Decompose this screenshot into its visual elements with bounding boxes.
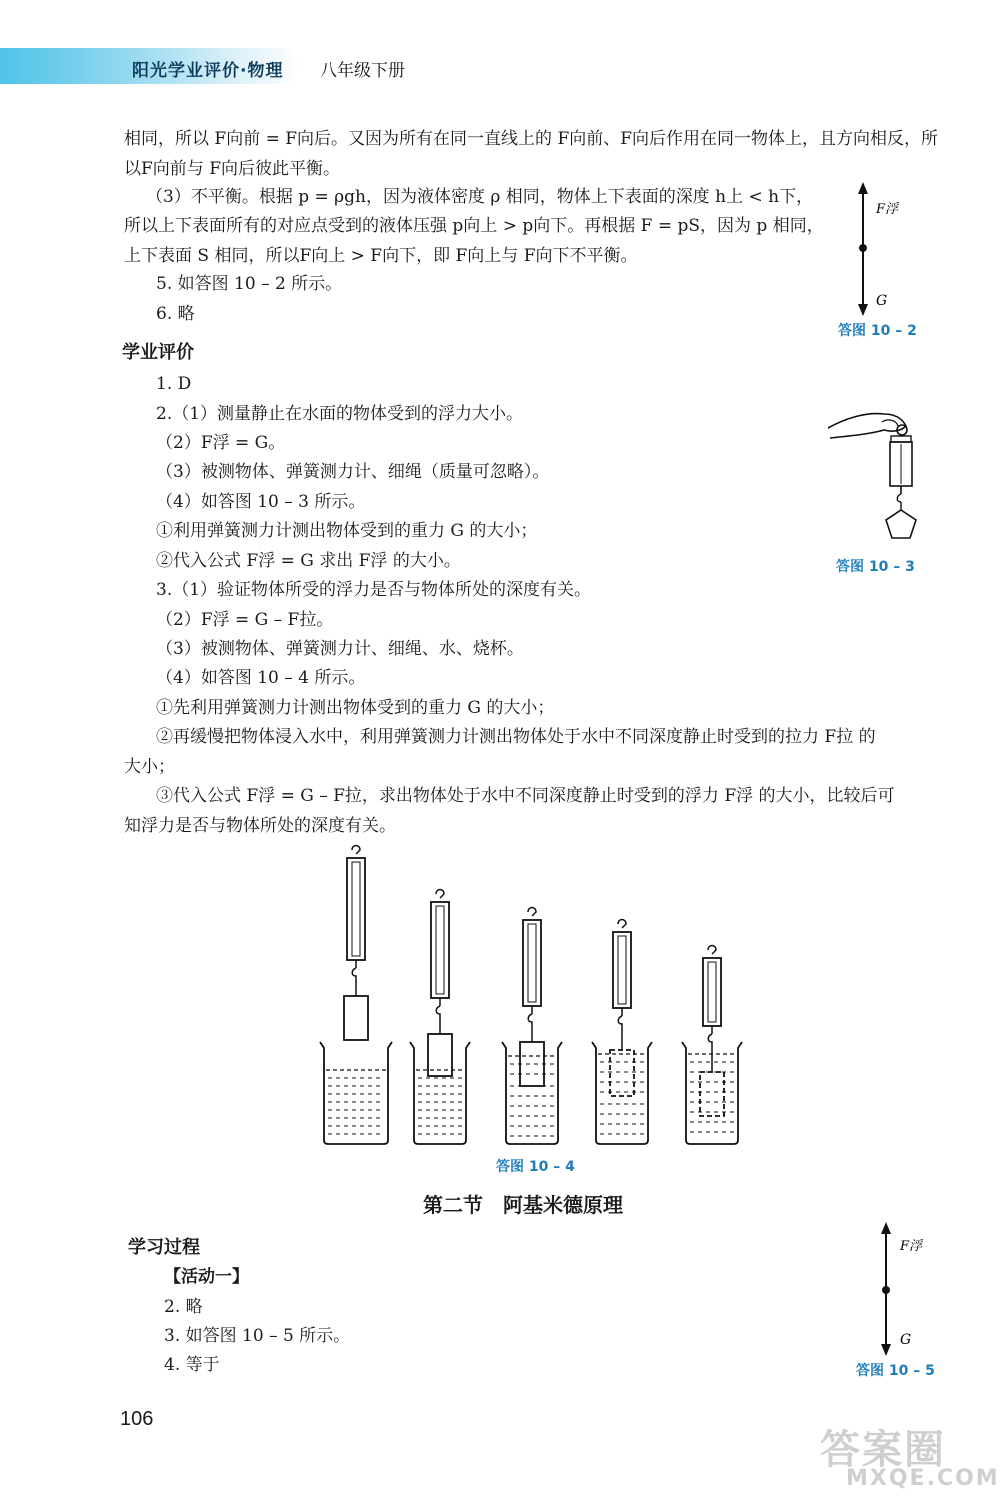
page-number: 106 [120, 1408, 154, 1430]
text-line: 知浮力是否与物体所处的深度有关。 [124, 816, 396, 836]
text-line: 以F向前与 F向后彼此平衡。 [124, 159, 340, 179]
label-f-buoyancy: F浮 [900, 1239, 923, 1254]
book-subtitle: 八年级下册 [320, 61, 405, 81]
activity-label: 【活动一】 [164, 1267, 249, 1287]
spring-scale-hand-10-3 [826, 398, 936, 548]
text-line: ①利用弹簧测力计测出物体受到的重力 G 的大小； [156, 521, 538, 541]
force-diagram-10-5 [852, 1220, 962, 1360]
label-gravity: G [900, 1332, 912, 1348]
section-heading: 学习过程 [128, 1237, 200, 1258]
label-f-buoyancy: F浮 [876, 202, 899, 217]
text-line: 相同，所以 F向前 = F向后。又因为所有在同一直线上的 F向前、F向后作用在同一物体上，且方向相反，所 [124, 129, 939, 149]
text-line: 3.（1）验证物体所受的浮力是否与物体所处的深度有关。 [156, 580, 592, 600]
figure-caption: 答图 10 – 4 [496, 1159, 575, 1175]
text-line: 3. 如答图 10 – 5 所示。 [164, 1326, 351, 1346]
text-line: （2）F浮 = G – F拉。 [156, 610, 334, 630]
text-line: 5. 如答图 10 – 2 所示。 [156, 274, 343, 294]
beakers-experiment-10-4 [318, 842, 748, 1152]
text-line: （4）如答图 10 – 4 所示。 [156, 668, 366, 688]
text-line: ②代入公式 F浮 = G 求出 F浮 的大小。 [156, 551, 461, 571]
text-line: （2）F浮 = G。 [156, 433, 286, 453]
text-line: 上下表面 S 相同，所以F向上 > F向下，即 F向上与 F向下不平衡。 [124, 246, 638, 266]
section-heading: 学业评价 [122, 342, 194, 363]
figure-caption: 答图 10 – 5 [856, 1363, 935, 1379]
text-line: （4）如答图 10 – 3 所示。 [156, 492, 366, 512]
text-line: ②再缓慢把物体浸入水中，利用弹簧测力计测出物体处于水中不同深度静止时受到的拉力 F拉 的 [156, 727, 876, 747]
watermark-logo: 答案圈 [820, 1427, 946, 1473]
text-line: （3）不平衡。根据 p = ρgh，因为液体密度 ρ 相同，物体上下表面的深度 h上 < h下， [146, 187, 814, 207]
text-line: ①先利用弹簧测力计测出物体受到的重力 G 的大小； [156, 698, 555, 718]
section-title: 第二节 阿基米德原理 [423, 1193, 623, 1217]
text-line: 4. 等于 [164, 1355, 220, 1375]
force-diagram-10-2 [830, 180, 940, 320]
text-line: 所以上下表面所有的对应点受到的液体压强 p向上 > p向下。再根据 F = pS，因为 p 相同， [124, 216, 824, 236]
text-line: （3）被测物体、弹簧测力计、细绳、水、烧杯。 [156, 639, 524, 659]
text-line: 6. 略 [156, 304, 195, 324]
watermark-url: MXQE.COM [846, 1466, 1000, 1491]
text-line: ③代入公式 F浮 = G – F拉，求出物体处于水中不同深度静止时受到的浮力 F浮 的大小，比较后可 [156, 786, 895, 806]
book-title: 阳光学业评价·物理 [132, 61, 284, 81]
label-gravity: G [876, 293, 888, 309]
text-line: 2. 略 [164, 1297, 203, 1317]
text-line: （3）被测物体、弹簧测力计、细绳（质量可忽略）。 [156, 462, 550, 482]
text-line: 大小； [124, 757, 175, 777]
figure-caption: 答图 10 – 2 [838, 323, 917, 339]
figure-caption: 答图 10 – 3 [836, 559, 915, 575]
text-line: 1. D [156, 374, 192, 394]
text-line: 2.（1）测量静止在水面的物体受到的浮力大小。 [156, 404, 524, 424]
